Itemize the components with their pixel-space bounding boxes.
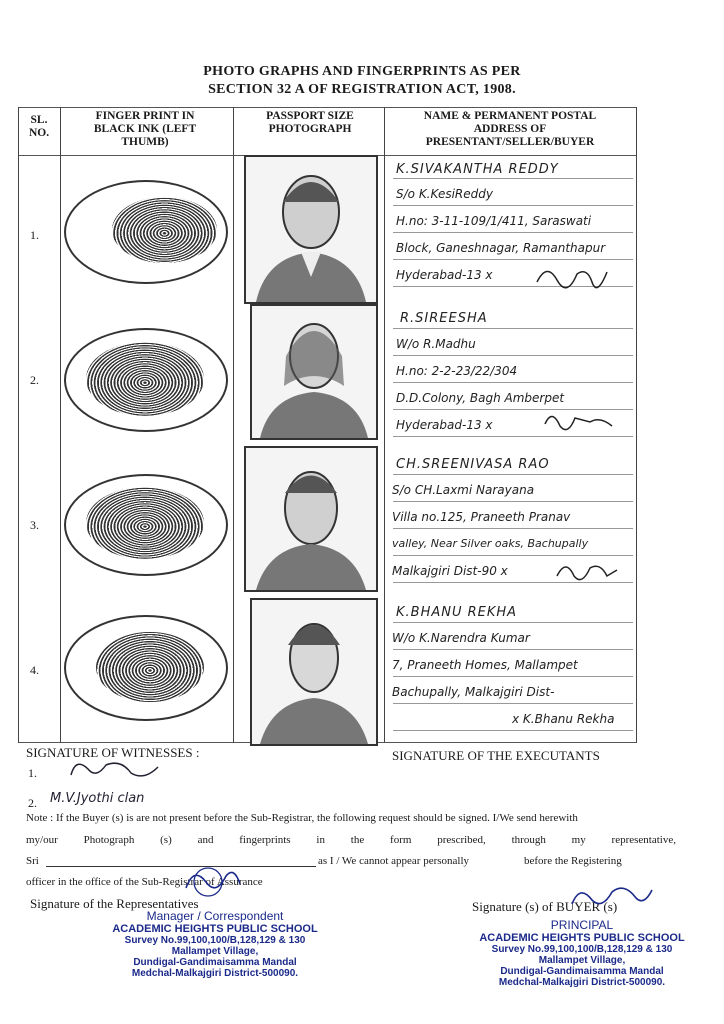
note-word: my: [571, 834, 586, 846]
note-word: my/our: [26, 834, 58, 846]
passport-photo: [250, 304, 378, 440]
stamp-district: Medchal-Malkajgiri District-500090.: [498, 977, 666, 988]
name-line: K.BHANU REKHA: [396, 605, 518, 620]
left-thumb-fingerprint: [96, 632, 204, 702]
header-photo: PASSPORT SIZE PHOTOGRAPH: [266, 110, 354, 135]
header-sl: SL. NO.: [28, 114, 50, 139]
header-address: NAME & PERMANENT POSTAL ADDRESS OF PRESENTANT/SELLER/BUYER: [423, 110, 597, 148]
address-line: 7, Praneeth Homes, Mallampet: [392, 658, 578, 672]
address-line: D.D.Colony, Bagh Amberpet: [396, 391, 565, 405]
stamp-district: Medchal-Malkajgiri District-500090.: [131, 968, 299, 979]
witness-2-number: 2.: [28, 796, 37, 810]
note-sri-tail-2: before the Registering: [524, 855, 622, 867]
address-line: H.no: 2-2-23/22/304: [396, 364, 518, 378]
signature-mark: [532, 262, 612, 292]
witness-2-signature: M.V.Jyothi clan: [50, 791, 145, 806]
address-line: Hyderabad-13 x: [396, 268, 493, 282]
title-line-2: SECTION 32 A OF REGISTRATION ACT, 1908.: [208, 82, 516, 97]
row-sl: 4.: [30, 663, 39, 677]
left-thumb-fingerprint: [112, 197, 217, 263]
passport-photo: [250, 598, 378, 746]
name-line: K.SIVAKANTHA REDDY: [396, 162, 559, 177]
stamp-mandal: Dundigal-Gandimaisamma Mandal: [500, 966, 664, 977]
signature-line: x K.Bhanu Rekha: [512, 712, 615, 726]
note-sri-tail: as I / We cannot appear personally: [318, 855, 470, 867]
witness-1-number: 1.: [28, 766, 37, 780]
note-word: and: [197, 834, 214, 846]
relation-line: W/o R.Madhu: [396, 337, 476, 351]
note-line-2: [26, 834, 676, 846]
note-line-4: officer in the office of the Sub-Registrar of Assurance: [26, 876, 263, 888]
row-sl: 2.: [30, 373, 39, 387]
school-stamp-right: [472, 918, 692, 988]
note-word: fingerprints: [239, 834, 291, 846]
title-line-1: PHOTO GRAPHS AND FINGERPRINTS AS PER: [203, 64, 521, 79]
note-word: the: [350, 834, 365, 846]
left-thumb-fingerprint: [86, 487, 204, 559]
name-line: R.SIREESHA: [400, 311, 488, 326]
stamp-mandal: Dundigal-Gandimaisamma Mandal: [133, 957, 297, 968]
stamp-survey: Survey No.99,100,100/B,128,129 & 130: [124, 935, 306, 946]
name-line: CH.SREENIVASA RAO: [396, 457, 550, 472]
note-line-1: Note : If the Buyer (s) is are not present before the Sub-Registrar, the following request should be signed. I/We send herewith: [26, 812, 578, 824]
address-line: Hyderabad-13 x: [396, 418, 493, 432]
note-word: prescribed,: [437, 834, 486, 846]
principal-signature: [566, 880, 656, 916]
signature-mark: [540, 406, 620, 438]
header-fingerprint: FINGER PRINT IN BLACK INK (LEFT THUMB): [93, 110, 197, 148]
row-sl: 3.: [30, 518, 39, 532]
address-line: Bachupally, Malkajgiri Dist-: [392, 685, 555, 699]
note-word: representative,: [611, 834, 676, 846]
note-word: Photograph: [83, 834, 135, 846]
note-word: form: [390, 834, 412, 846]
stamp-role: PRINCIPAL: [550, 918, 614, 932]
passport-photo: [244, 155, 378, 304]
note-word: through: [511, 834, 546, 846]
signature-mark: [552, 558, 622, 588]
relation-line: S/o CH.Laxmi Narayana: [392, 483, 535, 497]
stamp-village: Mallampet Village,: [171, 946, 259, 957]
address-line: Block, Ganeshnagar, Ramanthapur: [396, 241, 606, 255]
note-sri-label: Sri: [26, 855, 39, 867]
address-line: valley, Near Silver oaks, Bachupally: [392, 537, 589, 550]
row-sl: 1.: [30, 228, 39, 242]
relation-line: S/o K.KesiReddy: [396, 187, 493, 201]
stamp-role: Manager / Correspondent: [146, 909, 284, 923]
signature-representative-label: Signature of the Representatives: [30, 896, 199, 911]
relation-line: W/o K.Narendra Kumar: [392, 631, 530, 645]
left-thumb-fingerprint: [86, 342, 204, 416]
signature-buyer-label: Signature (s) of BUYER (s): [472, 899, 618, 914]
school-stamp-left: [110, 909, 320, 979]
passport-photo: [244, 446, 378, 592]
note-word: (s): [160, 834, 172, 846]
address-line: Malkajgiri Dist-90 x: [392, 564, 508, 578]
witnesses-label: SIGNATURE OF WITNESSES :: [26, 745, 200, 760]
stamp-survey: Survey No.99,100,100/B,128,129 & 130: [491, 944, 673, 955]
address-line: H.no: 3-11-109/1/411, Saraswati: [396, 214, 592, 228]
note-word: in: [316, 834, 325, 846]
address-line: Villa no.125, Praneeth Pranav: [392, 510, 571, 524]
representative-signature: [178, 862, 248, 902]
stamp-school: ACADEMIC HEIGHTS PUBLIC SCHOOL: [112, 923, 318, 935]
stamp-school: ACADEMIC HEIGHTS PUBLIC SCHOOL: [479, 932, 685, 944]
stamp-village: Mallampet Village,: [538, 955, 626, 966]
executants-label: SIGNATURE OF THE EXECUTANTS: [392, 748, 600, 763]
witness-1-signature: [66, 755, 166, 785]
